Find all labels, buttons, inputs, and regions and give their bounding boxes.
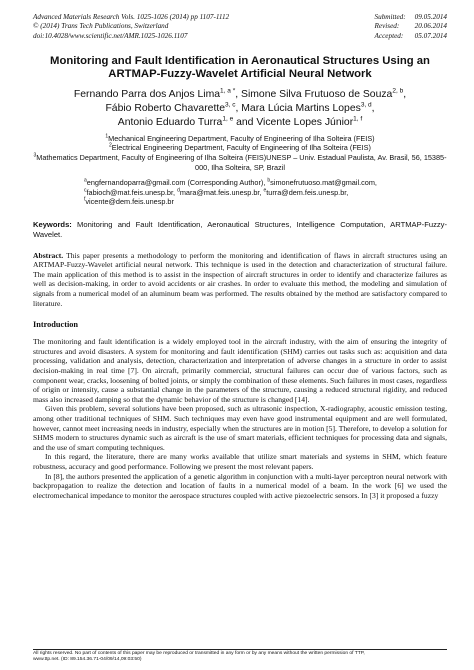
abstract-label: Abstract. <box>33 250 64 260</box>
author-name: Fábio Roberto Chavarette <box>105 102 225 114</box>
doi-line: doi:10.4028/www.scientific.net/AMR.1025-1026.1107 <box>33 31 188 40</box>
email-list: $^a$engfernandoparra@gmail.com (Corresponding Author), $^b$simonefrutuoso.mat@gmail.com, $^c$fabioch@mat.feis.unesp.br, $^d$mara@mat.feis.unesp.br, $^e$turra@dem.feis.unesp.br, $^f$vicente@dem.feis.unesp.br <box>84 177 377 207</box>
journal-header <box>33 13 447 41</box>
body-paragraph: Given this problem, several solutions have been proposed, such as ultrasonic inspection, X-radiography, acoustic emission testing, among other traditional techniques of SHM. Such techniques may even have good instrumental equipment and are well formulated, however, cannot meet increasing needs in industry, especially when the structures are in motion [5]. Therefore, to develop a solution for SHMS modern to structures dynamic such as aircraft is the use of smart materials, efficient techniques for processing data and signals, and the use of smart computing techniques. <box>33 404 447 452</box>
author-name: Mara Lúcia Martins Lopes <box>241 102 361 114</box>
email-address: fabioch@mat.feis.unesp.br, <box>86 187 178 197</box>
author-marker: 1, a * <box>220 87 236 95</box>
affiliation: $^3$Mathematics Department, Faculty of Engineering of Ilha Solteira (FEIS)UNESP – Univ. Estadual Paulista, Av. Brasil, 56, 15385-000, Ilha Solteira, SP, Brazil <box>33 152 447 172</box>
author-marker: 3, c <box>225 101 236 109</box>
keywords-text: Monitoring and Fault Identification, Aeronautical Structures, Intelligence Computation, ARTMAP-Fuzzy-Wavelet. <box>33 220 447 239</box>
affiliation: $^1$Mechanical Engineering Department, Faculty of Engineering of Ilha Solteira (FEIS) <box>105 133 375 143</box>
footer-divider <box>33 649 447 650</box>
copyright-footer <box>33 651 447 663</box>
email-address: simonefrutuoso.mat@gmail.com, <box>270 178 377 188</box>
email-address: turra@dem.feis.unesp.br, <box>266 187 349 197</box>
accepted-date: 05.07.2014 <box>414 31 447 40</box>
footer-notice: All rights reserved. No part of contents of this paper may be reproduced or transmitted in any form or by any means without the written permission of TTP, <box>33 651 365 656</box>
footer-id: www.ttp.net. (ID: 89.154.36.71-04/09/14,09:03:50) <box>33 657 142 662</box>
author-marker: 1, f <box>353 115 363 123</box>
paper-title: Monitoring and Fault Identification in Aeronautical Structures Using an ARTMAP-Fuzzy-Wavelet Artificial Neural Network <box>50 54 430 81</box>
journal-citation <box>33 13 229 41</box>
author-name: Simone Silva Frutuoso de Souza <box>241 88 393 100</box>
body-paragraph: In this regard, the literature, there are many works available that utilize smart materials and systems in SHM, which feature robustness, accuracy and good performance. Following we present the most relevant papers. <box>33 452 447 471</box>
submitted-label: Submitted: <box>374 13 406 21</box>
author-name: Vicente Lopes Júnior <box>256 116 354 128</box>
author-marker: 2, b <box>392 87 404 95</box>
author-marker: 1, e <box>222 115 234 123</box>
keywords <box>33 220 447 240</box>
email-address: engfernandoparra@gmail.com (Corresponding Author), <box>86 178 268 188</box>
author-name: Antonio Eduardo Turra <box>117 116 223 128</box>
submitted-date: 09.05.2014 <box>414 13 447 21</box>
keywords-label: Keywords: <box>33 220 72 230</box>
abstract-text: This paper presents a methodology to perform the monitoring and identification of flaws in aircraft structures using an ARTMAP-Fuzzy-Wavelet artificial neural network. This technique is used in the detection and characterization of structural failure. The main application of this method is to assist in the inspection of aircraft structures in order to identify and characterize failures as well as decision-making, in order to avoid accidents or air crashes. In order to evaluate this method, the modeling and simulation of signals from a numerical model of an aluminum beam was performed. The results obtained by the method are satisfactory compared to literature. <box>33 250 447 308</box>
author-list: Fernando Parra dos Anjos Lima$^{1, a *}$, Simone Silva Frutuoso de Souza$^{2, b}$, Fábio Roberto Chavarette$^{3, c}$, Mara Lúcia Martins Lopes$^{3, d}$, Antonio Eduardo Turra$^{1, e}$ and Vicente Lopes Júnior$^{1, f}$ <box>73 87 407 128</box>
journal-line: Advanced Materials Research Vols. 1025-1026 (2014) pp 1107-1112 <box>33 13 230 21</box>
author-name: Fernando Parra dos Anjos Lima <box>73 88 221 100</box>
affiliations <box>33 134 447 172</box>
email-address: mara@mat.feis.unesp.br, <box>179 187 264 197</box>
section-heading: Introduction <box>33 320 79 330</box>
revised-label: Revised: <box>374 22 400 31</box>
author-marker: 3, d <box>360 101 372 109</box>
revised-date: 20.06.2014 <box>414 22 447 31</box>
abstract <box>33 251 447 309</box>
email-address: vicente@dem.feis.unesp.br <box>85 197 174 207</box>
submission-dates <box>375 13 447 41</box>
body-paragraph: In [8], the authors presented the application of a genetic algorithm in conjunction with a multi-layer perceptron neural network with backpropagation to realize the detection and location of faults in a numerical model of a beam. In the work [6] we used the electromechanical impedance to monitor the aerospace structures coupled with active piezoelectric sensors. In [3] it proposed a fuzzy <box>33 471 447 500</box>
affiliation: $^2$Electrical Engineering Department, Faculty of Engineering of Ilha Solteira (FEIS) <box>109 143 371 153</box>
copyright-line: © (2014) Trans Tech Publications, Switzerland <box>33 22 169 31</box>
accepted-label: Accepted: <box>374 31 404 40</box>
body-paragraph: The monitoring and fault identification is a widely employed tool in the aircraft industry, with the aim of ensuring the integrity of structures and avoid disasters. A system for monitoring and fault identification (SHM) carries out tasks such as: acquisition and data processing, validation and analysis, detection, characterization and interpretation of adverse changes in a structure in order to assist decision-making in real time [7]. On aircraft, primarily commercial, structural failures can occur due of various factors, such as component wear, cracks, loosening of bolted joints, or simply the combination of these elements. Such failures in most cases, regardless of origin or intensity, cause a substantial change in the parameters of the structure, causing a reduced structural rigidity, and reduced mass also increased damping so that the dynamic behavior of the structure is changed [14]. <box>33 337 447 404</box>
